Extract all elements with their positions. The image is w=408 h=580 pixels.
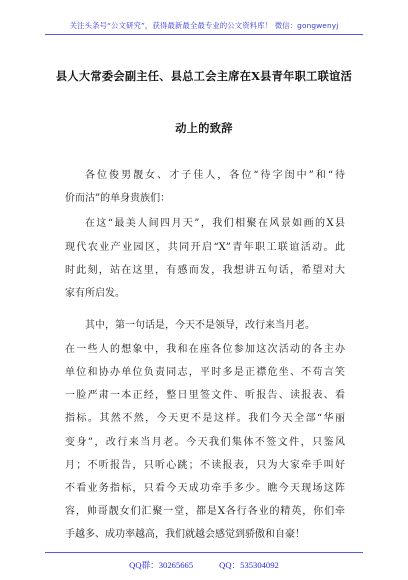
- body-line: 容，帅哥靓女们汇聚一堂，都是X各行各业的精英，你们牵: [65, 506, 345, 517]
- footer-qq-number: QQ：535304092: [219, 560, 279, 570]
- body-line: 一脸严肃一本正经，整日里签文件、听报告、读报表、看: [65, 390, 345, 401]
- footer-qq-group: QQ群：30265665: [129, 560, 194, 570]
- document-title-line-2: 动上的致辞: [175, 121, 233, 135]
- footer-divider: [45, 552, 363, 553]
- body-line: 时此刻，站在这里，有感而发，我想讲五句话，希望对大: [65, 265, 345, 276]
- body-line: 变身”，改行来当月老。今天我们集体不签文件，只鉴风: [65, 437, 345, 448]
- body-line: 价而沽”的单身贵族们：: [65, 193, 171, 204]
- document-title-line-1: 县人大常委会副主任、县总工会主席在X县青年职工联谊活: [55, 69, 353, 83]
- body-line: 在这“最美人间四月天”，我们相聚在风景如画的X县: [85, 218, 345, 229]
- footer-contact: [0, 559, 408, 571]
- body-line: 家有所启发。: [65, 288, 125, 299]
- body-line: 不看业务指标，只看今天成功牵手多少。瞧今天现场这阵: [65, 483, 345, 494]
- body-line: 手越多、成功率越高，我们就越会感觉到骄傲和自豪！: [65, 529, 305, 540]
- body-line: 指标。其然不然，今天更不是这样。我们今天全部“华丽: [65, 413, 345, 424]
- header-notice: 关注头条号“公文研究”，获得最新最全最专业的公文资料库！ 微信：gongwenyj: [69, 21, 339, 30]
- body-line: 单位和协办单位负责同志，平时多是正襟危坐、不苟言笑: [65, 367, 345, 378]
- body-line: 其中，第一句话是，今天不是领导，改行来当月老。: [85, 320, 315, 331]
- body-line: 现代农业产业园区，共同开启“X”青年职工联谊活动。此: [65, 242, 345, 253]
- header-divider: [45, 34, 363, 35]
- body-line: 各位俊男靓女、才子佳人，各位“待字闺中”和“待: [85, 170, 345, 181]
- body-line: 月；不听报告，只听心跳；不读报表，只为大家牵手叫好: [65, 460, 345, 471]
- body-line: 在一些人的想象中，我和在座各位参加这次活动的各主办: [65, 344, 345, 355]
